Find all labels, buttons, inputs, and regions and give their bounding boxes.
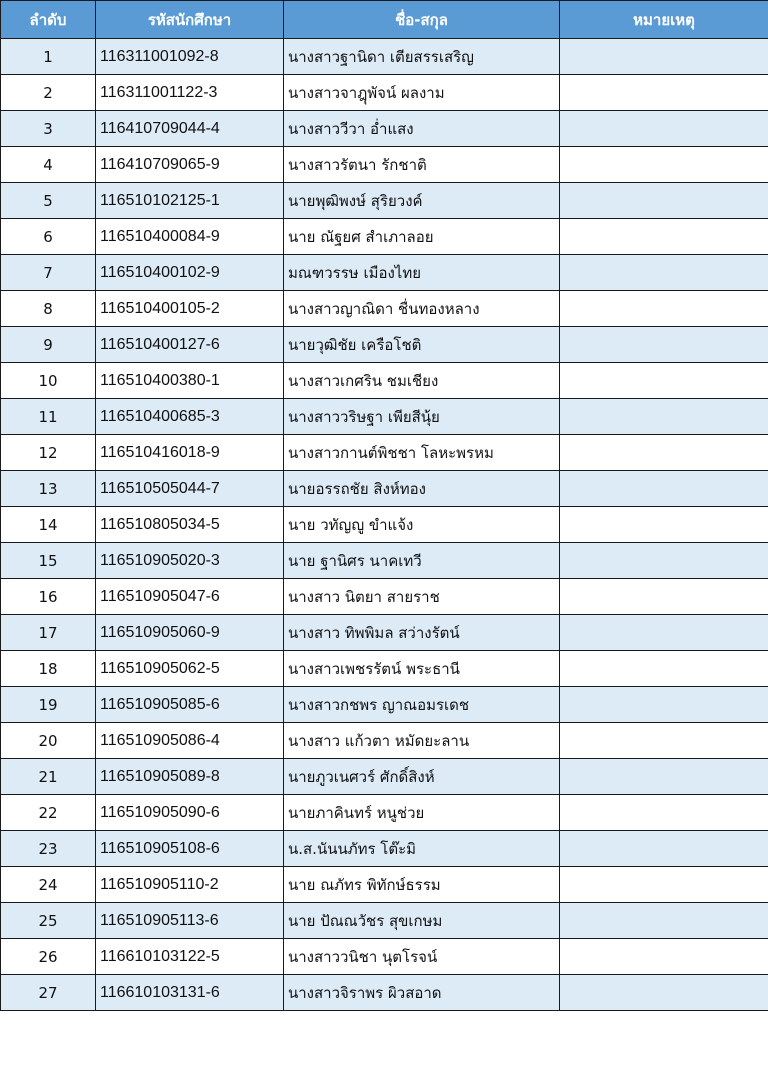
- table-body: [1, 39, 768, 1011]
- cell-student-id: 116510400380-1: [96, 363, 284, 399]
- cell-number: 26: [1, 939, 96, 975]
- cell-number: 18: [1, 651, 96, 687]
- header-number: ลำดับ: [1, 1, 96, 39]
- table-row: [1, 615, 768, 651]
- cell-number: 25: [1, 903, 96, 939]
- table-row: [1, 831, 768, 867]
- cell-name: นางสาว แก้วตา หมัดยะลาน: [284, 723, 560, 759]
- table-row: [1, 111, 768, 147]
- cell-name: นางสาวเพชรรัตน์ พระธานี: [284, 651, 560, 687]
- cell-remark: [560, 615, 768, 651]
- cell-remark: [560, 471, 768, 507]
- cell-name: นายภาคินทร์ หนูช่วย: [284, 795, 560, 831]
- cell-student-id: 116510400685-3: [96, 399, 284, 435]
- table-row: [1, 327, 768, 363]
- cell-name: นางสาวจาฎุพัจน์ ผลงาม: [284, 75, 560, 111]
- table-row: [1, 651, 768, 687]
- cell-student-id: 116510905089-8: [96, 759, 284, 795]
- cell-name: นางสาวจิราพร ผิวสอาด: [284, 975, 560, 1011]
- table-row: [1, 471, 768, 507]
- cell-name: นางสาวฐานิดา เตียสรรเสริญ: [284, 39, 560, 75]
- cell-remark: [560, 687, 768, 723]
- table-row: [1, 903, 768, 939]
- table-row: [1, 795, 768, 831]
- cell-name: น.ส.นันนภัทร โต๊ะมิ: [284, 831, 560, 867]
- cell-number: 6: [1, 219, 96, 255]
- cell-name: นางสาวกานต์พิชชา โลหะพรหม: [284, 435, 560, 471]
- table-row: [1, 39, 768, 75]
- cell-number: 7: [1, 255, 96, 291]
- cell-remark: [560, 543, 768, 579]
- cell-remark: [560, 111, 768, 147]
- cell-remark: [560, 147, 768, 183]
- cell-student-id: 116510400084-9: [96, 219, 284, 255]
- cell-remark: [560, 939, 768, 975]
- table-row: [1, 255, 768, 291]
- table-row: [1, 867, 768, 903]
- cell-name: นาย ฐานิศร นาคเทวี: [284, 543, 560, 579]
- cell-remark: [560, 291, 768, 327]
- cell-number: 16: [1, 579, 96, 615]
- header-name: ชื่อ-สกุล: [284, 1, 560, 39]
- cell-remark: [560, 831, 768, 867]
- cell-student-id: 116410709065-9: [96, 147, 284, 183]
- table-row: [1, 579, 768, 615]
- table-row: [1, 543, 768, 579]
- cell-student-id: 116510805034-5: [96, 507, 284, 543]
- table-row: [1, 147, 768, 183]
- cell-name: มณฑวรรษ เมืองไทย: [284, 255, 560, 291]
- cell-number: 9: [1, 327, 96, 363]
- cell-remark: [560, 219, 768, 255]
- cell-name: นายพุฒิพงษ์ สุริยวงค์: [284, 183, 560, 219]
- table-row: [1, 939, 768, 975]
- cell-remark: [560, 363, 768, 399]
- cell-number: 17: [1, 615, 96, 651]
- cell-number: 15: [1, 543, 96, 579]
- header-remark: หมายเหตุ: [560, 1, 768, 39]
- header-row: [1, 1, 768, 39]
- cell-student-id: 116510905062-5: [96, 651, 284, 687]
- cell-student-id: 116510905108-6: [96, 831, 284, 867]
- cell-number: 8: [1, 291, 96, 327]
- cell-student-id: 116410709044-4: [96, 111, 284, 147]
- cell-remark: [560, 903, 768, 939]
- cell-student-id: 116510102125-1: [96, 183, 284, 219]
- table-row: [1, 687, 768, 723]
- cell-name: นางสาววนิชา นุตโรจน์: [284, 939, 560, 975]
- table-row: [1, 75, 768, 111]
- cell-name: นางสาวกชพร ญาณอมรเดช: [284, 687, 560, 723]
- cell-remark: [560, 759, 768, 795]
- cell-student-id: 116510400127-6: [96, 327, 284, 363]
- cell-student-id: 116510905020-3: [96, 543, 284, 579]
- cell-number: 11: [1, 399, 96, 435]
- cell-number: 23: [1, 831, 96, 867]
- cell-student-id: 116510416018-9: [96, 435, 284, 471]
- table-row: [1, 183, 768, 219]
- cell-remark: [560, 435, 768, 471]
- cell-number: 10: [1, 363, 96, 399]
- cell-name: นาย ณภัทร พิทักษ์ธรรม: [284, 867, 560, 903]
- cell-student-id: 116510905060-9: [96, 615, 284, 651]
- cell-name: นายวุฒิชัย เครือโชติ: [284, 327, 560, 363]
- cell-number: 5: [1, 183, 96, 219]
- table-row: [1, 759, 768, 795]
- cell-name: นางสาวญาณิดา ชื่นทองหลาง: [284, 291, 560, 327]
- cell-number: 24: [1, 867, 96, 903]
- cell-name: นายอรรถชัย สิงห์ทอง: [284, 471, 560, 507]
- table-row: [1, 435, 768, 471]
- cell-student-id: 116610103122-5: [96, 939, 284, 975]
- table-row: [1, 363, 768, 399]
- cell-remark: [560, 579, 768, 615]
- cell-number: 1: [1, 39, 96, 75]
- cell-name: นางสาวเกศริน ชมเชียง: [284, 363, 560, 399]
- cell-remark: [560, 39, 768, 75]
- cell-remark: [560, 975, 768, 1011]
- cell-student-id: 116510400105-2: [96, 291, 284, 327]
- cell-student-id: 116311001092-8: [96, 39, 284, 75]
- cell-student-id: 116510505044-7: [96, 471, 284, 507]
- cell-number: 22: [1, 795, 96, 831]
- cell-name: นางสาววีวา อ่ำแสง: [284, 111, 560, 147]
- cell-number: 3: [1, 111, 96, 147]
- cell-remark: [560, 327, 768, 363]
- cell-number: 13: [1, 471, 96, 507]
- cell-number: 27: [1, 975, 96, 1011]
- cell-student-id: 116510905110-2: [96, 867, 284, 903]
- table-header: [1, 1, 768, 39]
- cell-name: นาย วทัญญู ขำแจ้ง: [284, 507, 560, 543]
- cell-student-id: 116510905085-6: [96, 687, 284, 723]
- cell-remark: [560, 75, 768, 111]
- cell-remark: [560, 795, 768, 831]
- cell-number: 20: [1, 723, 96, 759]
- cell-student-id: 116610103131-6: [96, 975, 284, 1011]
- cell-remark: [560, 183, 768, 219]
- cell-name: นางสาว ทิพพิมล สว่างรัตน์: [284, 615, 560, 651]
- cell-student-id: 116510905047-6: [96, 579, 284, 615]
- table-row: [1, 975, 768, 1011]
- cell-remark: [560, 723, 768, 759]
- cell-name: นางสาววริษฐา เพียสีนุ้ย: [284, 399, 560, 435]
- cell-number: 4: [1, 147, 96, 183]
- cell-student-id: 116510400102-9: [96, 255, 284, 291]
- cell-number: 14: [1, 507, 96, 543]
- cell-name: นางสาวรัตนา รักชาติ: [284, 147, 560, 183]
- table-row: [1, 507, 768, 543]
- cell-student-id: 116311001122-3: [96, 75, 284, 111]
- cell-remark: [560, 651, 768, 687]
- table-row: [1, 291, 768, 327]
- cell-remark: [560, 507, 768, 543]
- table-row: [1, 399, 768, 435]
- header-student-id: รหัสนักศึกษา: [96, 1, 284, 39]
- cell-name: นาย ปัณณวัชร สุขเกษม: [284, 903, 560, 939]
- cell-remark: [560, 255, 768, 291]
- cell-number: 12: [1, 435, 96, 471]
- cell-name: นายภูวเนศวร์ ศักดิ์สิงห์: [284, 759, 560, 795]
- cell-remark: [560, 867, 768, 903]
- cell-student-id: 116510905113-6: [96, 903, 284, 939]
- cell-student-id: 116510905090-6: [96, 795, 284, 831]
- cell-number: 19: [1, 687, 96, 723]
- cell-name: นางสาว นิตยา สายราช: [284, 579, 560, 615]
- cell-student-id: 116510905086-4: [96, 723, 284, 759]
- table-row: [1, 219, 768, 255]
- cell-number: 21: [1, 759, 96, 795]
- cell-number: 2: [1, 75, 96, 111]
- cell-name: นาย ณัฐยศ สำเภาลอย: [284, 219, 560, 255]
- cell-remark: [560, 399, 768, 435]
- table-row: [1, 723, 768, 759]
